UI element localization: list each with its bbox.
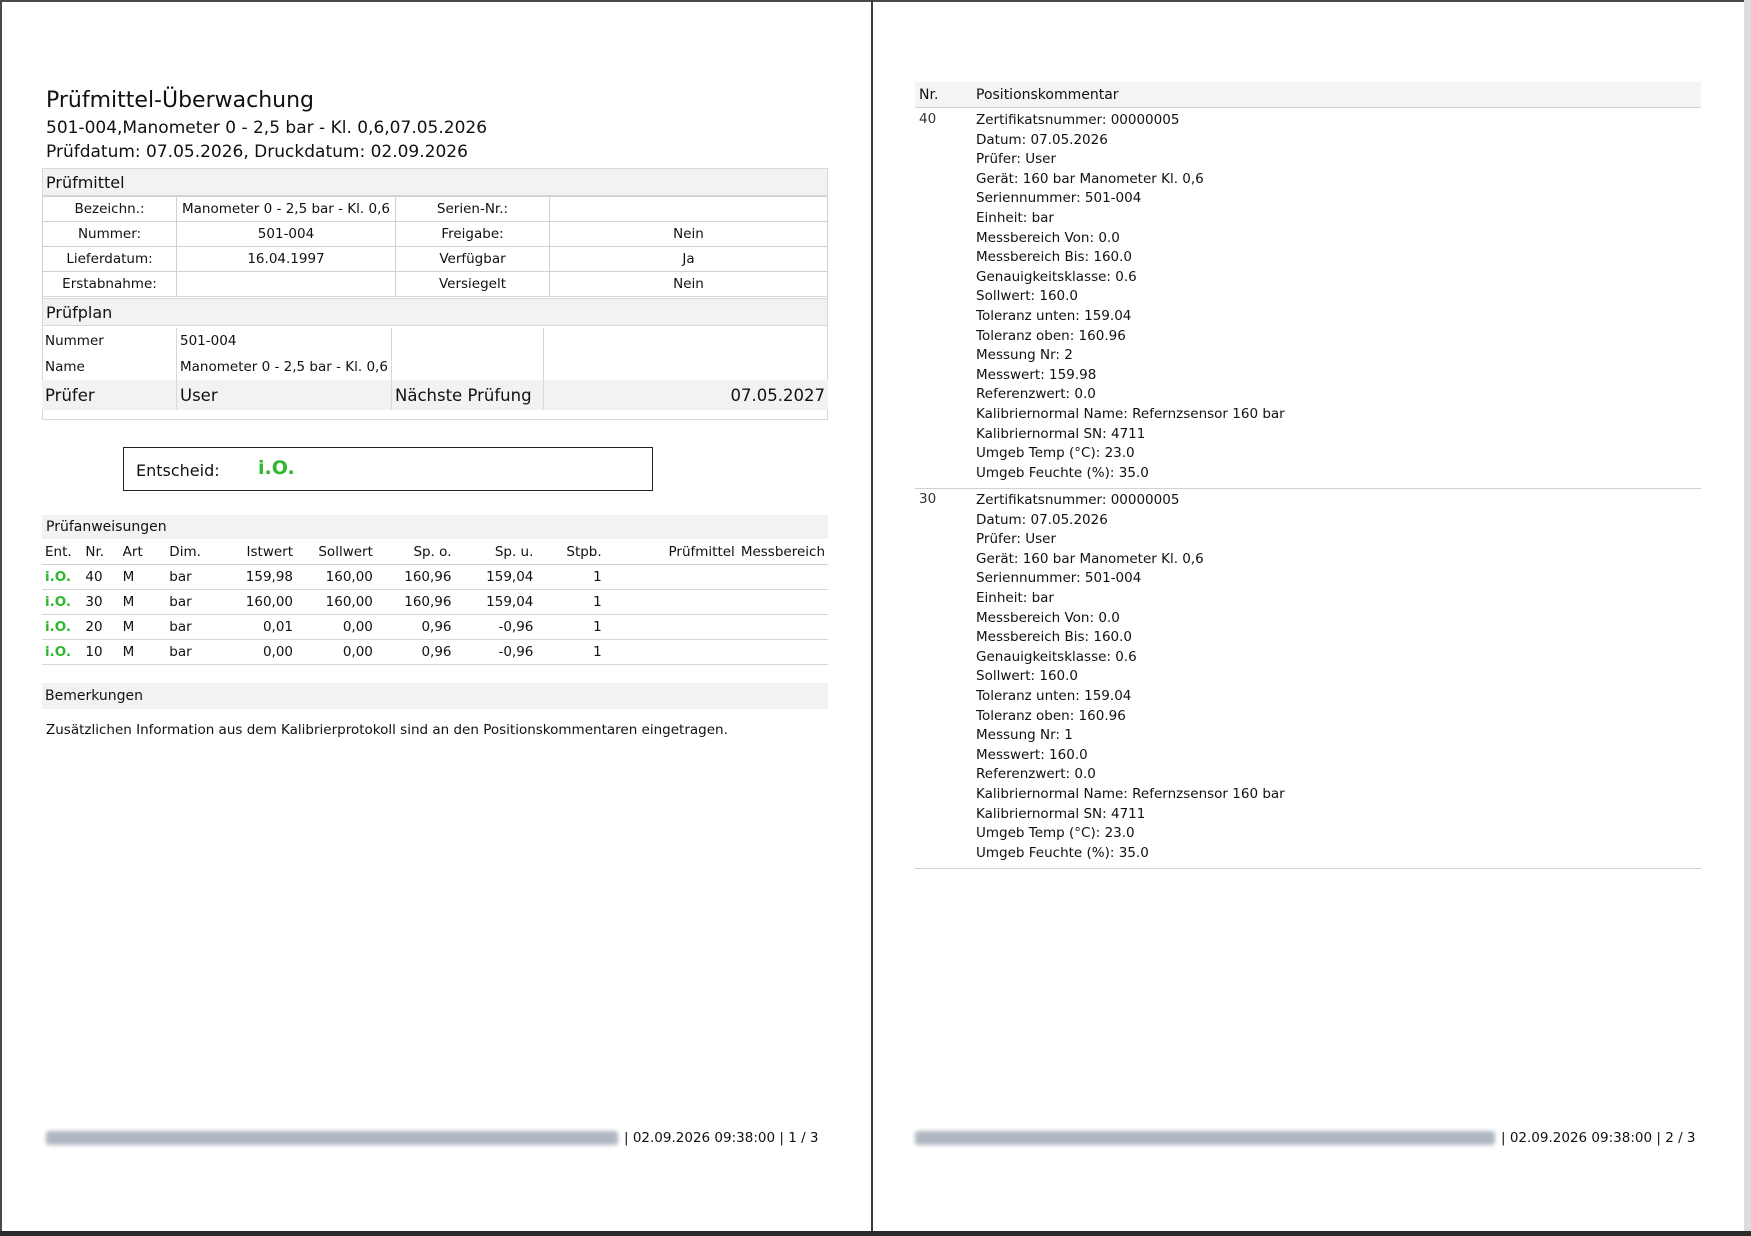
decision-value: i.O. [258,457,295,479]
row-messbereich [738,590,828,615]
comment-line: Toleranz unten: 159.04 [976,307,1132,324]
comment-line: Toleranz oben: 160.96 [976,327,1126,344]
comment-line: Datum: 07.05.2026 [976,511,1108,528]
col-ent: Ent. [42,540,82,565]
row-dim: bar [166,640,225,665]
row-nr: 10 [82,640,119,665]
plan-empty-cell [392,354,544,380]
row-stpb: 1 [536,615,604,640]
row-stpb: 1 [536,565,604,590]
comment-line: Seriennummer: 501-004 [976,190,1142,207]
row-art: M [120,565,167,590]
pm-value2: Ja [550,247,828,272]
row-istwert: 0,01 [226,615,296,640]
pm-label2: Versiegelt [396,272,550,297]
row-pruefmittel [605,590,738,615]
comment-line: Toleranz unten: 159.04 [976,687,1132,704]
pruefmittel-row [43,197,828,222]
redacted-company-info [915,1131,1495,1145]
plan-empty-cell [544,354,829,380]
report-subtitle: 501-004,Manometer 0 - 2,5 bar - Kl. 0,6,07.05.2026 [46,118,488,138]
col-sp-o: Sp. o. [376,540,455,565]
row-messbereich [738,565,828,590]
footer-text: | 02.09.2026 09:38:00 | 1 / 3 [624,1130,819,1146]
comment-line: Gerät: 160 bar Manometer Kl. 0,6 [976,170,1204,187]
report-dates: Prüfdatum: 07.05.2026, Druckdatum: 02.09.2026 [46,142,468,162]
row-nr: 30 [82,590,119,615]
comment-line: Messbereich Bis: 160.0 [976,629,1133,646]
col-stpb: Stpb. [536,540,604,565]
decision-label: Entscheid: [136,461,220,480]
comment-line: Einheit: bar [976,589,1054,606]
row-sp-o: 0,96 [376,615,455,640]
row-dim: bar [166,565,225,590]
window-edge [1744,0,1751,1236]
plan-nummer-label: Nummer [45,333,104,349]
comment-line: Seriennummer: 501-004 [976,570,1142,587]
pm-label: Nummer: [43,222,177,247]
comment-entry [915,488,1701,869]
comment-entry-nr: 30 [919,491,937,507]
col-sp-u: Sp. u. [455,540,537,565]
comment-line: Gerät: 160 bar Manometer Kl. 0,6 [976,550,1204,567]
pm-value: Manometer 0 - 2,5 bar - Kl. 0,6 [177,197,396,222]
comment-line: Prüfer: User [976,531,1056,548]
comment-line: Referenzwert: 0.0 [976,386,1096,403]
row-pruefmittel [605,565,738,590]
pruefmittel-row [43,222,828,247]
next-check-label: Nächste Prüfung [392,380,544,410]
row-sp-o: 160,96 [376,565,455,590]
row-ent: i.O. [42,590,82,615]
comment-line: Referenzwert: 0.0 [976,766,1096,783]
pm-value: 16.04.1997 [177,247,396,272]
pruefmittel-row [43,247,828,272]
pm-label2: Serien-Nr.: [396,197,550,222]
col-sollwert: Sollwert [296,540,376,565]
row-ent: i.O. [42,565,82,590]
comment-table-header [915,82,1701,108]
row-art: M [120,640,167,665]
page-footer [915,1130,1696,1146]
pm-value [177,272,396,297]
pruefmittel-row [43,272,828,297]
row-messbereich [738,640,828,665]
row-pruefmittel [605,615,738,640]
plan-empty-cell [544,328,829,354]
comment-entry [915,108,1701,489]
remarks-heading: Bemerkungen [42,683,828,709]
pm-label: Lieferdatum: [43,247,177,272]
row-sollwert: 160,00 [296,565,376,590]
pm-label2: Verfügbar [396,247,550,272]
report-page-2 [873,0,1744,1230]
pruefmittel-table [42,196,828,297]
footer-text: | 02.09.2026 09:38:00 | 2 / 3 [1501,1130,1696,1146]
row-istwert: 0,00 [226,640,296,665]
comment-line: Kalibriernormal Name: Refernzsensor 160 bar [976,785,1285,802]
pm-label: Bezeichn.: [43,197,177,222]
pruefmittel-heading: Prüfmittel [42,168,828,196]
comment-line: Einheit: bar [976,209,1054,226]
comment-line: Messwert: 160.0 [976,746,1088,763]
plan-empty-cell [392,328,544,354]
comment-line: Datum: 07.05.2026 [976,131,1108,148]
pm-value: 501-004 [177,222,396,247]
instruction-row [42,640,828,665]
row-dim: bar [166,590,225,615]
comment-line: Messwert: 159.98 [976,366,1097,383]
row-sp-o: 160,96 [376,590,455,615]
plan-name-label: Name [45,359,85,375]
instructions-table [42,540,828,665]
comment-line: Umgeb Feuchte (%): 35.0 [976,464,1149,481]
comment-line: Kalibriernormal SN: 4711 [976,805,1146,822]
comment-line: Genauigkeitsklasse: 0.6 [976,268,1137,285]
comment-line: Zertifikatsnummer: 00000005 [976,112,1180,128]
row-sp-u: 159,04 [455,565,537,590]
plan-name-value: Manometer 0 - 2,5 bar - Kl. 0,6 [177,354,392,380]
instruction-row [42,615,828,640]
col-pruefmittel: Prüfmittel [605,540,738,565]
comment-line: Kalibriernormal Name: Refernzsensor 160 bar [976,405,1285,422]
pruefer-label: Prüfer [42,380,177,410]
col-dim: Dim. [166,540,225,565]
report-title: Prüfmittel-Überwachung [46,88,315,113]
row-art: M [120,590,167,615]
instructions-heading: Prüfanweisungen [42,515,828,539]
comment-entry-nr: 40 [919,111,937,127]
report-page-1 [0,0,871,1230]
comment-entry-lines [976,491,1285,863]
row-ent: i.O. [42,640,82,665]
comment-line: Umgeb Temp (°C): 23.0 [976,445,1135,462]
row-dim: bar [166,615,225,640]
comment-line: Toleranz oben: 160.96 [976,707,1126,724]
decision-box [123,447,653,491]
row-sollwert: 160,00 [296,590,376,615]
row-ent: i.O. [42,615,82,640]
pruefplan-heading: Prüfplan [42,298,828,326]
row-sollwert: 0,00 [296,640,376,665]
pm-value2 [550,197,828,222]
pm-value2: Nein [550,272,828,297]
comment-line: Messbereich Bis: 160.0 [976,249,1133,266]
pruefer-value: User [177,380,392,410]
page-footer [46,1130,819,1146]
comment-entry-lines [976,111,1285,483]
col-nr: Nr. [919,87,939,103]
col-nr: Nr. [82,540,119,565]
row-sp-u: -0,96 [455,640,537,665]
next-check-value: 07.05.2027 [544,380,829,410]
comment-line: Umgeb Temp (°C): 23.0 [976,825,1135,842]
comment-line: Kalibriernormal SN: 4711 [976,425,1146,442]
pm-label2: Freigabe: [396,222,550,247]
row-art: M [120,615,167,640]
comment-line: Messbereich Von: 0.0 [976,609,1120,626]
plan-nummer-value: 501-004 [177,328,392,354]
comment-line: Messung Nr: 2 [976,347,1073,364]
row-istwert: 160,00 [226,590,296,615]
comment-line: Zertifikatsnummer: 00000005 [976,492,1180,508]
pruefplan-table [42,328,828,410]
pm-label: Erstabnahme: [43,272,177,297]
row-sp-u: -0,96 [455,615,537,640]
row-sp-o: 0,96 [376,640,455,665]
row-stpb: 1 [536,590,604,615]
col-messbereich: Messbereich [738,540,828,565]
comment-line: Sollwert: 160.0 [976,288,1079,305]
remarks-text: Zusätzlichen Information aus dem Kalibrierprotokoll sind an den Positionskommentaren eingetragen. [46,722,728,738]
instruction-row [42,590,828,615]
comment-line: Umgeb Feuchte (%): 35.0 [976,844,1149,861]
row-sollwert: 0,00 [296,615,376,640]
bottom-bar [0,1231,1751,1236]
instruction-row [42,565,828,590]
comment-line: Messung Nr: 1 [976,727,1073,744]
row-nr: 20 [82,615,119,640]
pm-value2: Nein [550,222,828,247]
row-nr: 40 [82,565,119,590]
comment-line: Genauigkeitsklasse: 0.6 [976,648,1137,665]
col-istwert: Istwert [226,540,296,565]
row-sp-u: 159,04 [455,590,537,615]
comment-line: Prüfer: User [976,151,1056,168]
col-art: Art [120,540,167,565]
redacted-company-info [46,1131,618,1145]
row-stpb: 1 [536,640,604,665]
comment-line: Messbereich Von: 0.0 [976,229,1120,246]
comment-line: Sollwert: 160.0 [976,668,1079,685]
row-pruefmittel [605,640,738,665]
row-istwert: 159,98 [226,565,296,590]
col-positionskommentar: Positionskommentar [976,87,1119,103]
row-messbereich [738,615,828,640]
